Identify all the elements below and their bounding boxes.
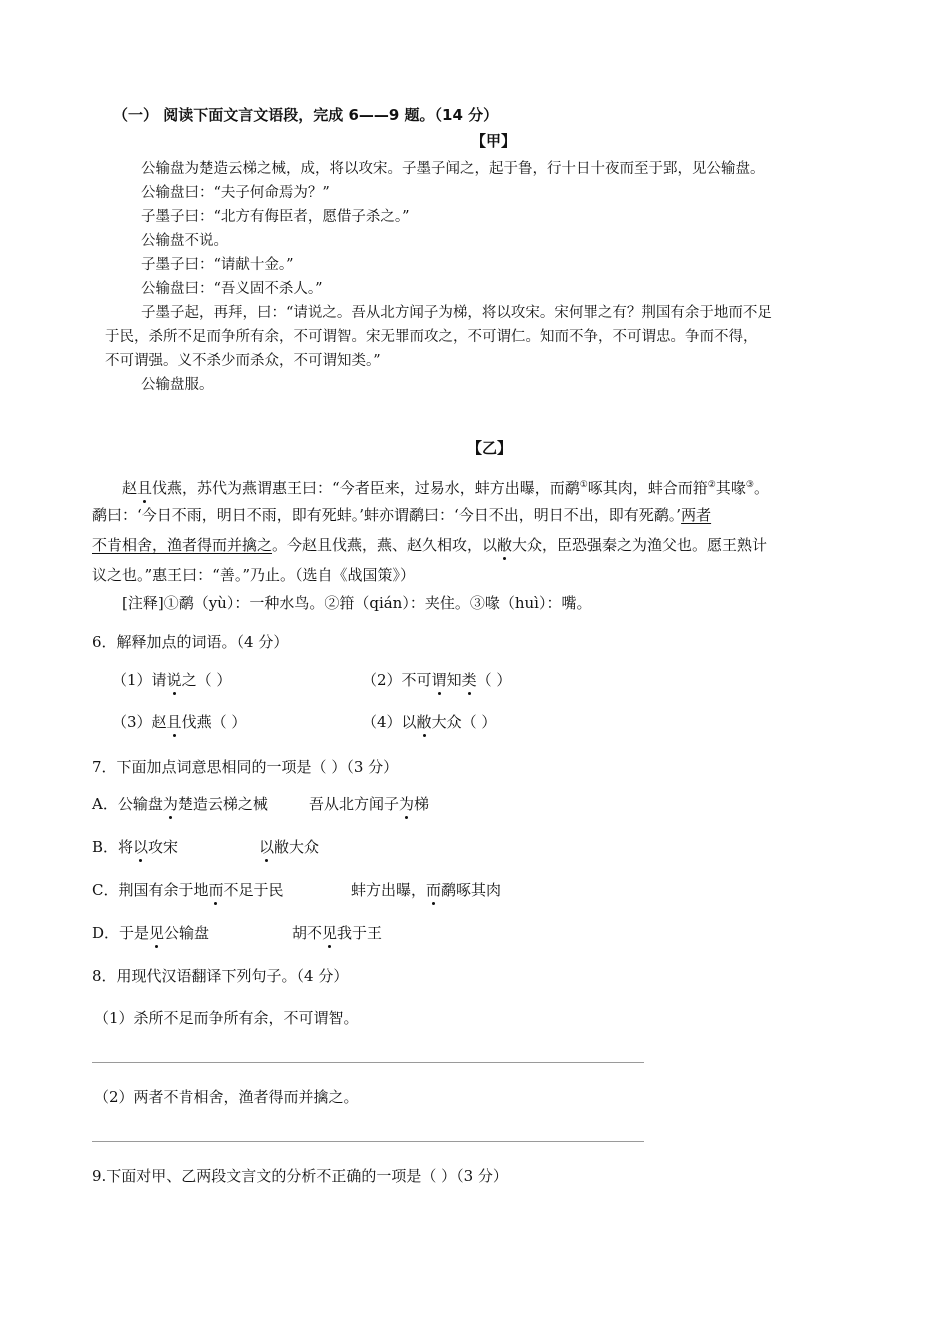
question-6-item-4: （4）以敝大众（ ） [362,713,497,731]
passage-line: 鹬曰：‘今日不雨，明日不雨，即有死蚌。’蚌亦谓鹬曰：‘今日不出，明日不出，即有死鹬。’两者 [92,506,712,524]
dotted-word: 且 [137,479,153,497]
passage-line: 不可谓强。义不杀少而杀众，不可谓知类。” [105,353,381,369]
passage-line: 赵且伐燕，苏代为燕谓惠王曰：“今者臣来，过易水，蚌方出曝，而鹬①啄其肉，蚌合而箝②其喙③。 [122,479,769,497]
footnote-marker: ② [707,480,716,490]
passage-line: 子墨子曰：“请献十金。” [141,257,294,273]
passage-line: 子墨子起，再拜，曰：“请说之。吾从北方闻子为梯，将以攻宋。宋何罪之有？荆国有余于地而不足 [141,305,772,321]
underlined-phrase: 两者 [681,506,712,524]
passage-line: 于民，杀所不足而争所有余，不可谓智。宋无罪而攻之，不可谓仁。知而不争，不可谓忠。争而不得， [105,329,758,345]
question-6-stem: 6．解释加点的词语。（4 分） [92,633,289,651]
passage-yi-title: 【乙】 [467,439,513,457]
annotation: [注释]①鹬（yù）：一种水鸟。②箝（qián）：夹住。③喙（huì）：嘴。 [122,594,592,612]
translation-sentence-2: （2）两者不肯相舍，渔者得而并擒之。 [94,1088,359,1106]
passage-line: 公输盘曰：“吾义固不杀人。” [141,281,323,297]
option-c-left: C．荆国有余于地而不足于民 [92,881,284,899]
passage-line: 公输盘曰：“夫子何命焉为？” [141,185,330,201]
footnote-marker: ① [579,480,588,490]
option-d-right: 胡不见我于王 [292,924,383,942]
question-6-item-3: （3）赵且伐燕（ ） [112,713,247,731]
option-c-right: 蚌方出曝，而鹬啄其肉 [351,881,502,899]
option-a-left: A．公输盘为楚造云梯之械 [92,795,268,813]
question-6-item-2: （2）不可谓知类（ ） [362,671,512,689]
passage-line: 公输盘服。 [141,377,214,393]
section-title: （一） 阅读下面文言文语段，完成 6——9 题。（14 分） [113,106,499,124]
option-d-left: D．于是见公输盘 [92,924,210,942]
answer-line-1[interactable] [92,1062,644,1063]
question-6-item-1: （1）请说之（ ） [112,671,232,689]
footnote-marker: ③ [745,480,754,490]
passage-line: 公输盘不说。 [141,233,228,249]
question-7-stem: 7．下面加点词意思相同的一项是（ ）（3 分） [92,758,399,776]
passage-line: 公输盘为楚造云梯之械，成，将以攻宋。子墨子闻之，起于鲁，行十日十夜而至于郢，见公输盘。 [141,161,765,177]
passage-line: 议之也。”惠王曰：“善。”乃止。（选自《战国策》） [92,566,416,584]
translation-sentence-1: （1）杀所不足而争所有余，不可谓智。 [94,1009,359,1027]
passage-jia-title: 【甲】 [471,132,517,150]
answer-line-2[interactable] [92,1141,644,1142]
dotted-word: 敝 [497,536,513,554]
question-8-stem: 8．用现代汉语翻译下列句子。（4 分） [92,967,349,985]
passage-line: 不肯相舍，渔者得而并擒之。今赵且伐燕，燕、赵久相攻，以敝大众，臣恐强秦之为渔父也。愿王熟计 [92,536,768,554]
option-a-right: 吾从北方闻子为梯 [309,795,430,813]
passage-line: 子墨子曰：“北方有侮臣者，愿借子杀之。” [141,209,410,225]
option-b-left: B．将以攻宋 [92,838,179,856]
option-b-right: 以敝大众 [259,838,320,856]
underlined-phrase: 不肯相舍，渔者得而并擒之 [92,536,273,554]
question-9-stem: 9.下面对甲、乙两段文言文的分析不正确的一项是（ ）（3 分） [92,1167,508,1185]
